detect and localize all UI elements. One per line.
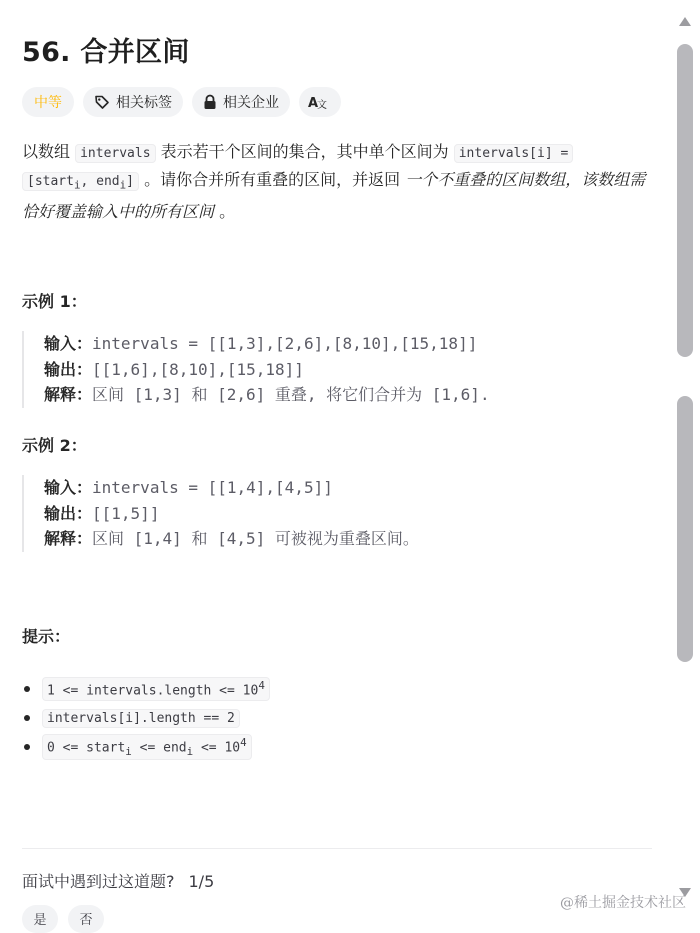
example-input: intervals = [[1,3],[2,6],[8,10],[15,18]] xyxy=(92,334,478,353)
inline-code: intervals xyxy=(75,144,155,163)
example-output: [[1,6],[8,10],[15,18]] xyxy=(92,359,304,379)
inline-code: 1 <= intervals.length <= $10^4$ xyxy=(42,677,270,700)
inline-code: intervals[i] = xyxy=(454,144,574,163)
tag-icon xyxy=(94,94,110,110)
svg-text:A: A xyxy=(308,96,319,111)
scrollbar-thumb-lower[interactable] xyxy=(677,396,693,662)
translate-button[interactable] xyxy=(299,87,341,117)
example-2-block xyxy=(22,475,419,552)
interview-question-text: 面试中遇到过这道题? xyxy=(22,872,175,891)
problem-statement: 以数组 intervals 表示若干个区间的集合，其中单个区间为 intervals[i] = [start$_i$, end$_i$] 。请你合并所有重叠的区间，并返回 一个不重叠的区间数组，该数组需恰好覆盖输入中的所有区间 。 xyxy=(22,142,646,221)
no-button[interactable]: 否 xyxy=(68,905,104,933)
translate-icon xyxy=(308,94,326,110)
explain-label: 解释： xyxy=(44,529,93,548)
yes-button[interactable]: 是 xyxy=(22,905,58,933)
example-1-block xyxy=(22,331,490,408)
interview-count: 1/5 xyxy=(188,872,215,891)
example-explain: 区间 [1,4] 和 [4,5] 可被视为重叠区间。 xyxy=(92,529,419,548)
inline-code: 0 <= start$_i$ <= $end_i <= 10^4$ xyxy=(42,734,252,760)
related-tags-button[interactable] xyxy=(83,87,183,117)
output-label: 输出： xyxy=(44,503,93,523)
related-tags-label: 相关标签 xyxy=(116,95,172,111)
svg-text:文: 文 xyxy=(317,100,327,111)
difficulty-badge: 中等 xyxy=(22,87,74,117)
example-2-title: 示例 2： xyxy=(22,436,87,455)
output-label: 输出： xyxy=(44,359,93,379)
scroll-down-arrow-icon[interactable] xyxy=(679,888,691,897)
example-input: intervals = [[1,4],[4,5]] xyxy=(92,478,333,497)
example-output: [[1,5]] xyxy=(92,503,160,523)
constraint-item xyxy=(22,726,270,768)
related-companies-label: 相关企业 xyxy=(223,95,279,111)
emphasis-text: 一个不重叠的区间数组，该数组需恰好覆盖输入中的所有区间 xyxy=(22,170,646,221)
constraints-title: 提示： xyxy=(22,627,71,646)
example-1-title: 示例 1： xyxy=(22,292,87,311)
inline-code: [start$_i$, end$_i$] xyxy=(22,172,139,191)
inline-code: intervals[i].length == 2 xyxy=(42,709,240,728)
divider xyxy=(22,848,652,849)
explain-label: 解释： xyxy=(44,385,93,404)
related-companies-button[interactable] xyxy=(192,87,290,117)
scroll-up-arrow-icon[interactable] xyxy=(679,17,691,26)
constraints-list xyxy=(22,668,270,768)
scrollbar-thumb-upper[interactable] xyxy=(677,44,693,357)
interview-answer-buttons xyxy=(22,905,104,933)
interview-question xyxy=(22,869,214,892)
input-label: 输入： xyxy=(44,478,93,497)
problem-tags-row xyxy=(22,87,341,117)
example-explain: 区间 [1,3] 和 [2,6] 重叠, 将它们合并为 [1,6]. xyxy=(92,385,490,404)
lock-icon xyxy=(203,94,217,110)
watermark: @稀土掘金技术社区 xyxy=(560,895,686,911)
problem-title: 56. 合并区间 xyxy=(22,37,190,68)
input-label: 输入： xyxy=(44,334,93,353)
